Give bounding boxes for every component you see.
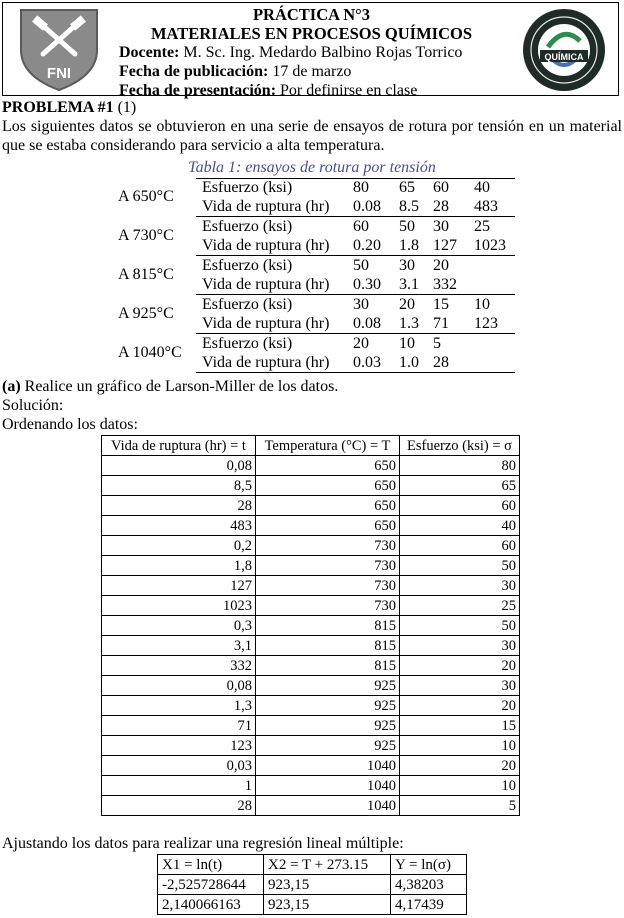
x1-cell: 2,140066163 [158, 895, 264, 915]
temperature-label: A 730°C [118, 227, 174, 244]
temperature-cell: 925 [256, 716, 400, 736]
docente-line: Docente: M. Sc. Ing. Medardo Balbino Rojas Torrico [119, 44, 463, 61]
stress-value: 30 [433, 218, 449, 235]
temperature-cell: 1040 [256, 756, 400, 776]
life-value: 0.08 [353, 315, 381, 332]
life-row-label: Vida de ruptura (hr) [202, 315, 330, 332]
temperature-cell: 650 [256, 496, 400, 516]
temperature-label: A 815°C [118, 266, 174, 283]
table-row [102, 616, 520, 636]
stress-value: 50 [353, 257, 369, 274]
rupture-life-cell: 127 [102, 576, 256, 596]
stress-cell: 30 [400, 676, 520, 696]
header-rupture-life: Vida de ruptura (hr) = t [102, 436, 256, 456]
stress-row-label: Esfuerzo (ksi) [202, 296, 293, 313]
life-value: 8.5 [399, 198, 419, 215]
temperature-label: A 650°C [118, 188, 174, 205]
stress-value: 20 [433, 257, 449, 274]
x2-cell: 923,15 [264, 895, 391, 915]
stress-row-label: Esfuerzo (ksi) [202, 179, 293, 196]
temperature-cell: 650 [256, 456, 400, 476]
stress-value: 50 [399, 218, 415, 235]
table-row [102, 796, 520, 816]
temperature-cell: 730 [256, 536, 400, 556]
stress-cell: 50 [400, 616, 520, 636]
stress-cell: 80 [400, 456, 520, 476]
life-value: 3.1 [399, 276, 419, 293]
stress-value: 15 [433, 296, 449, 313]
stress-cell: 40 [400, 516, 520, 536]
temperature-cell: 650 [256, 516, 400, 536]
stress-value: 40 [474, 179, 490, 196]
header-x2: X2 = T + 273.15 [264, 855, 391, 875]
practice-title: PRÁCTICA N°3 [252, 5, 371, 24]
table-row [102, 516, 520, 536]
life-row-label: Vida de ruptura (hr) [202, 198, 330, 215]
temperature-cell: 730 [256, 576, 400, 596]
stress-value: 25 [474, 218, 490, 235]
temperature-cell: 925 [256, 676, 400, 696]
header-y: Y = ln(σ) [391, 855, 467, 875]
life-value: 123 [474, 315, 498, 332]
stress-cell: 25 [400, 596, 520, 616]
life-value: 1023 [474, 237, 506, 254]
ordered-data-table [101, 435, 520, 816]
rupture-life-cell: 0,3 [102, 616, 256, 636]
stress-cell: 10 [400, 736, 520, 756]
rupture-life-cell: 8,5 [102, 476, 256, 496]
table-row [102, 536, 520, 556]
stress-cell: 20 [400, 656, 520, 676]
presentation-date-line: Fecha de presentación: Por definirse en clase [119, 82, 418, 99]
table-row [102, 496, 520, 516]
stress-cell: 30 [400, 576, 520, 596]
stress-value: 60 [433, 179, 449, 196]
stress-cell: 50 [400, 556, 520, 576]
y-cell: 4,17439 [391, 895, 467, 915]
rupture-life-cell: 0,2 [102, 536, 256, 556]
svg-text:FNI: FNI [46, 65, 72, 82]
table-caption: Tabla 1: ensayos de rotura por tensión [188, 159, 436, 176]
header-x1: X1 = ln(t) [158, 855, 264, 875]
problem-heading: PROBLEMA #1 (1) [2, 99, 137, 116]
stress-value: 30 [399, 257, 415, 274]
y-cell: 4,38203 [391, 875, 467, 895]
temperature-cell: 815 [256, 616, 400, 636]
stress-cell: 15 [400, 716, 520, 736]
stress-cell: 60 [400, 496, 520, 516]
part-a-question: (a) Realice un gráfico de Larson-Miller de los datos. [2, 378, 339, 395]
temperature-label: A 925°C [118, 305, 174, 322]
problem-statement: Los siguientes datos se obtuvieron en una serie de ensayos de rotura por tensión en un material que se estaba considerando para servicio a alta temperatura. [2, 118, 622, 154]
rupture-life-cell: 28 [102, 796, 256, 816]
rupture-life-cell: 28 [102, 496, 256, 516]
table-row [102, 476, 520, 496]
table-row [102, 756, 520, 776]
stress-cell: 10 [400, 776, 520, 796]
rupture-life-cell: 3,1 [102, 636, 256, 656]
quimica-logo [518, 7, 610, 93]
stress-value: 30 [353, 296, 369, 313]
rupture-life-cell: 123 [102, 736, 256, 756]
table-row [102, 696, 520, 716]
stress-cell: 20 [400, 756, 520, 776]
table-header-row [158, 855, 467, 875]
life-row-label: Vida de ruptura (hr) [202, 354, 330, 371]
life-value: 0.30 [353, 276, 381, 293]
svg-text:QUÍMICA: QUÍMICA [544, 52, 584, 62]
group-divider [196, 372, 515, 373]
table-row [102, 716, 520, 736]
table-top-rule [196, 178, 515, 179]
life-value: 1.0 [399, 354, 419, 371]
life-value: 0.08 [353, 198, 381, 215]
stress-cell: 30 [400, 636, 520, 656]
life-value: 127 [433, 237, 457, 254]
life-value: 483 [474, 198, 498, 215]
solution-label: Solución: [2, 397, 64, 414]
life-value: 71 [433, 315, 449, 332]
temperature-label: A 1040°C [118, 344, 182, 361]
stress-row-label: Esfuerzo (ksi) [202, 218, 293, 235]
life-value: 1.8 [399, 237, 419, 254]
life-row-label: Vida de ruptura (hr) [202, 276, 330, 293]
stress-value: 20 [399, 296, 415, 313]
stress-cell: 5 [400, 796, 520, 816]
table-row [102, 676, 520, 696]
temperature-cell: 730 [256, 556, 400, 576]
regression-table [157, 854, 467, 915]
stress-value: 80 [353, 179, 369, 196]
x1-cell: -2,525728644 [158, 875, 264, 895]
ordering-label: Ordenando los datos: [2, 416, 138, 433]
temperature-cell: 925 [256, 696, 400, 716]
stress-row-label: Esfuerzo (ksi) [202, 257, 293, 274]
table-row [102, 656, 520, 676]
rupture-life-cell: 0,08 [102, 456, 256, 476]
life-value: 332 [433, 276, 457, 293]
stress-value: 65 [399, 179, 415, 196]
stress-value: 10 [474, 296, 490, 313]
table-row [158, 875, 467, 895]
rupture-life-cell: 483 [102, 516, 256, 536]
rupture-life-cell: 1,8 [102, 556, 256, 576]
temperature-cell: 1040 [256, 776, 400, 796]
stress-cell: 60 [400, 536, 520, 556]
stress-cell: 20 [400, 696, 520, 716]
temperature-cell: 1040 [256, 796, 400, 816]
document-header [2, 2, 619, 99]
temperature-cell: 815 [256, 636, 400, 656]
rupture-life-cell: 71 [102, 716, 256, 736]
table-row [102, 576, 520, 596]
life-row-label: Vida de ruptura (hr) [202, 237, 330, 254]
publication-date-line: Fecha de publicación: 17 de marzo [119, 63, 352, 80]
x2-cell: 923,15 [264, 875, 391, 895]
rupture-life-cell: 0,03 [102, 756, 256, 776]
rupture-life-cell: 332 [102, 656, 256, 676]
table-row [102, 556, 520, 576]
table-row [102, 596, 520, 616]
rupture-life-cell: 1,3 [102, 696, 256, 716]
rupture-life-cell: 1 [102, 776, 256, 796]
stress-value: 20 [353, 335, 369, 352]
course-title: MATERIALES EN PROCESOS QUÍMICOS [150, 24, 473, 43]
temperature-cell: 815 [256, 656, 400, 676]
life-value: 0.20 [353, 237, 381, 254]
header-stress: Esfuerzo (ksi) = σ [400, 436, 520, 456]
table-row [102, 636, 520, 656]
regression-intro: Ajustando los datos para realizar una regresión lineal múltiple: [2, 835, 404, 852]
temperature-cell: 925 [256, 736, 400, 756]
life-value: 28 [433, 354, 449, 371]
life-value: 28 [433, 198, 449, 215]
stress-value: 10 [399, 335, 415, 352]
stress-value: 60 [353, 218, 369, 235]
temperature-cell: 650 [256, 476, 400, 496]
temperature-cell: 730 [256, 596, 400, 616]
table-row [158, 895, 467, 915]
rupture-life-cell: 1023 [102, 596, 256, 616]
table-row [102, 456, 520, 476]
life-value: 0.03 [353, 354, 381, 371]
rupture-life-cell: 0,08 [102, 676, 256, 696]
stress-row-label: Esfuerzo (ksi) [202, 335, 293, 352]
table-row [102, 776, 520, 796]
stress-cell: 65 [400, 476, 520, 496]
life-value: 1.3 [399, 315, 419, 332]
header-temperature: Temperatura (°C) = T [256, 436, 400, 456]
stress-value: 5 [433, 335, 441, 352]
table-row [102, 736, 520, 756]
table-header-row [102, 436, 520, 456]
